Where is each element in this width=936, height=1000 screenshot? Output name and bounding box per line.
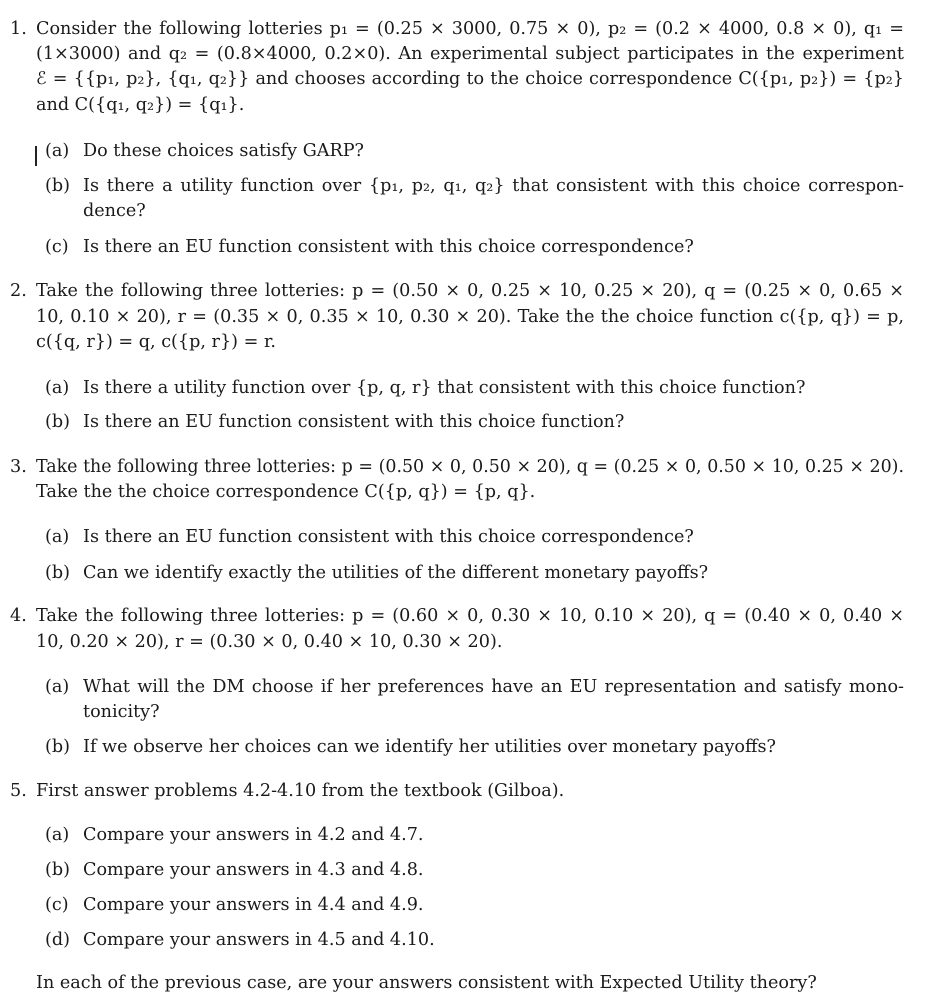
problem-2-number: 2. — [10, 281, 27, 301]
problem-2-text-line-2: 10, 0.10 × 20), r = (0.35 × 0, 0.35 × 10, 0.30 × 20). Take the the choice function c({p, q}) = p, — [36, 307, 904, 327]
problem-5c-label: (c) — [45, 895, 69, 915]
problem-5-closing-question: In each of the previous case, are your answers consistent with Expected Utility theory? — [36, 973, 817, 993]
problem-1c-text: Is there an EU function consistent with this choice correspondence? — [83, 237, 694, 257]
problem-1-number: 1. — [10, 19, 27, 39]
problem-5a-label: (a) — [45, 825, 70, 845]
problem-5d-text: Compare your answers in 4.5 and 4.10. — [83, 930, 435, 950]
problem-3b-label: (b) — [45, 563, 70, 583]
problem-3-text-line-2: Take the the choice correspondence C({p, q}) = {p, q}. — [36, 482, 536, 502]
problem-3-text-line-1: Take the following three lotteries: p = (0.50 × 0, 0.50 × 20), q = (0.25 × 0, 0.50 × 10, 0.25 × 20). — [36, 457, 904, 477]
problem-1c-label: (c) — [45, 237, 69, 257]
problem-4a-label: (a) — [45, 677, 70, 697]
problem-2-text-line-1: Take the following three lotteries: p = (0.50 × 0, 0.25 × 10, 0.25 × 20), q = (0.25 × 0, 0.65 × — [36, 281, 904, 301]
problem-5a-text: Compare your answers in 4.2 and 4.7. — [83, 825, 424, 845]
problem-5b-label: (b) — [45, 860, 70, 880]
problem-2a-text: Is there a utility function over {p, q, r} that consistent with this choice function? — [83, 378, 806, 398]
problem-5d-label: (d) — [45, 930, 70, 950]
problem-1-text-line-2: (1×3000) and q₂ = (0.8×4000, 0.2×0). An experimental subject participates in the experiment — [36, 44, 904, 64]
problem-5-text-line-1: First answer problems 4.2-4.10 from the textbook (Gilboa). — [36, 781, 565, 801]
text-cursor — [35, 146, 37, 166]
problem-1a-label: (a) — [45, 141, 70, 161]
problem-1a-text: Do these choices satisfy GARP? — [83, 141, 364, 161]
problem-4a-text-line-2: tonicity? — [83, 702, 160, 722]
problem-4b-text: If we observe her choices can we identify her utilities over monetary payoffs? — [83, 737, 776, 757]
problem-5c-text: Compare your answers in 4.4 and 4.9. — [83, 895, 424, 915]
problem-1-text-line-1: Consider the following lotteries p₁ = (0.25 × 3000, 0.75 × 0), p₂ = (0.2 × 4000, 0.8 × 0), q₁ = — [36, 19, 904, 39]
problem-2b-text: Is there an EU function consistent with this choice function? — [83, 412, 625, 432]
problem-3-number: 3. — [10, 457, 27, 477]
problem-3a-text: Is there an EU function consistent with this choice correspondence? — [83, 527, 694, 547]
problem-1-text-line-4: and C({q₁, q₂}) = {q₁}. — [36, 95, 245, 115]
problem-2b-label: (b) — [45, 412, 70, 432]
problem-2a-label: (a) — [45, 378, 70, 398]
problem-5-number: 5. — [10, 781, 27, 801]
problem-2-text-line-3: c({q, r}) = q, c({p, r}) = r. — [36, 332, 277, 352]
problem-4-text-line-2: 10, 0.20 × 20), r = (0.30 × 0, 0.40 × 10, 0.30 × 20). — [36, 632, 503, 652]
problem-4a-text-line-1: What will the DM choose if her preferences have an EU representation and satisfy mono- — [83, 677, 904, 697]
problem-1-text-line-3: ℰ = {{p₁, p₂}, {q₁, q₂}} and chooses according to the choice correspondence C({p₁, p₂}) = {p₂} — [36, 69, 904, 89]
problem-4-text-line-1: Take the following three lotteries: p = (0.60 × 0, 0.30 × 10, 0.10 × 20), q = (0.40 × 0, 0.40 × — [36, 606, 904, 626]
problem-5b-text: Compare your answers in 4.3 and 4.8. — [83, 860, 424, 880]
problem-4b-label: (b) — [45, 737, 70, 757]
problem-4-number: 4. — [10, 606, 27, 626]
problem-1b-label: (b) — [45, 176, 70, 196]
problem-3b-text: Can we identify exactly the utilities of the different monetary payoffs? — [83, 563, 709, 583]
problem-1b-text-line-1: Is there a utility function over {p₁, p₂, q₁, q₂} that consistent with this choice correspon- — [83, 176, 904, 196]
problem-3a-label: (a) — [45, 527, 70, 547]
problem-1b-text-line-2: dence? — [83, 201, 146, 221]
